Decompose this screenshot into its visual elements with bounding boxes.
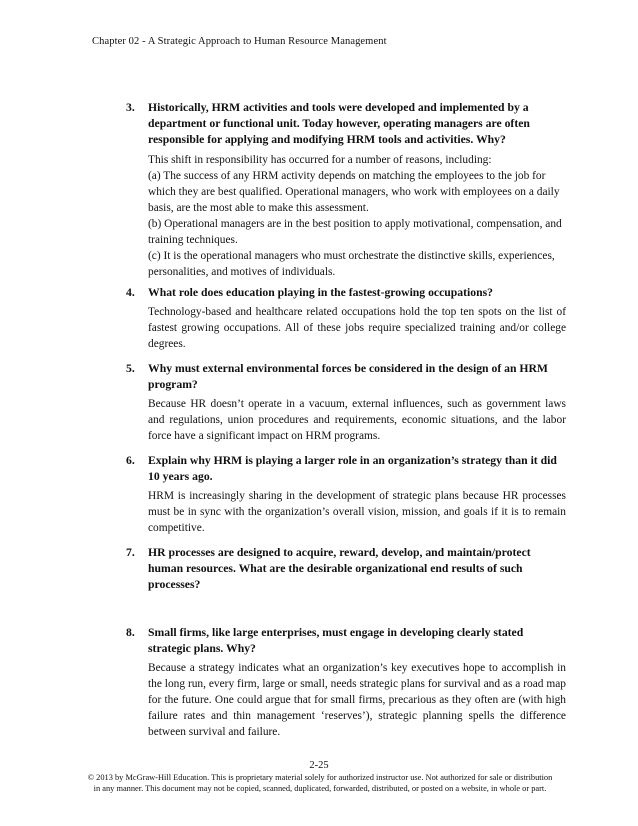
question-text: Historically, HRM activities and tools were developed and implemented by a department or functional unit. Today however, operating managers are often responsible for applying and modifying HRM tools and activities. Why? bbox=[148, 101, 530, 147]
copyright-line: © 2013 by McGraw-Hill Education. This is proprietary material solely for authorized instructor use. Not authorized for sale or distribution bbox=[87, 773, 553, 782]
question-item-3 bbox=[126, 100, 566, 280]
question-item-8 bbox=[126, 625, 566, 740]
answer-text: Because HR doesn’t operate in a vacuum, external influences, such as government laws and regulations, union procedures and requirements, economic situations, and the labor force have a significant impact on HRM programs. bbox=[148, 398, 566, 443]
answer-text: Because a strategy indicates what an organization’s key executives hope to accomplish in the long run, every firm, large or small, needs strategic plans for survival and as a road map for the future. One could argue that for small firms, precarious as they often are (with high failure rates and thin management ‘reserves’), strategic planning spells the difference between survival and failure. bbox=[148, 662, 566, 739]
question-number: 6. bbox=[126, 454, 135, 467]
answer-text bbox=[148, 152, 566, 280]
question-item-5 bbox=[126, 361, 566, 444]
answer-line: (c) It is the operational managers who must orchestrate the distinctive skills, experiences, personalities, and motives of individuals. bbox=[148, 249, 555, 278]
question-text: Small firms, like large enterprises, must engage in developing clearly stated strategic plans. Why? bbox=[148, 626, 524, 656]
answer-line: (b) Operational managers are in the best position to apply motivational, compensation, and training techniques. bbox=[148, 217, 562, 246]
question-text: Explain why HRM is playing a larger role in an organization’s strategy than it did 10 years ago. bbox=[148, 454, 557, 484]
question-number: 5. bbox=[126, 362, 135, 375]
answer-text: Technology-based and healthcare related occupations hold the top ten spots on the list of fastest growing occupations. All of these jobs require specialized training and/or college degrees. bbox=[148, 306, 566, 351]
question-item-6 bbox=[126, 453, 566, 536]
question-number: 3. bbox=[126, 101, 135, 114]
question-text: Why must external environmental forces be considered in the design of an HRM program? bbox=[148, 362, 548, 392]
question-item-7 bbox=[126, 545, 566, 594]
question-text: What role does education playing in the fastest-growing occupations? bbox=[148, 286, 494, 299]
question-number: 8. bbox=[126, 626, 135, 639]
question-number: 7. bbox=[126, 546, 135, 559]
chapter-header: Chapter 02 - A Strategic Approach to Human Resource Management bbox=[92, 36, 387, 47]
question-number: 4. bbox=[126, 286, 135, 299]
answer-line: This shift in responsibility has occurred for a number of reasons, including: bbox=[148, 153, 492, 166]
page-number: 2-25 bbox=[309, 760, 329, 771]
question-item-4 bbox=[126, 285, 566, 352]
answer-text: HRM is increasingly sharing in the development of strategic plans because HR processes must be in sync with the organization’s overall vision, mission, and goals if it is to remain competitive. bbox=[148, 490, 566, 535]
answer-line: (a) The success of any HRM activity depends on matching the employees to the job for which they are best qualified. Operational managers, who work with employees on a daily basis, are the most able to make this assessment. bbox=[148, 169, 560, 214]
copyright-footer bbox=[60, 772, 580, 794]
copyright-line: in any manner. This document may not be copied, scanned, duplicated, forwarded, distributed, or posted on a website, in whole or part. bbox=[93, 784, 547, 793]
question-text: HR processes are designed to acquire, reward, develop, and maintain/protect human resources. What are the desirable organizational end results of such processes? bbox=[148, 546, 531, 592]
